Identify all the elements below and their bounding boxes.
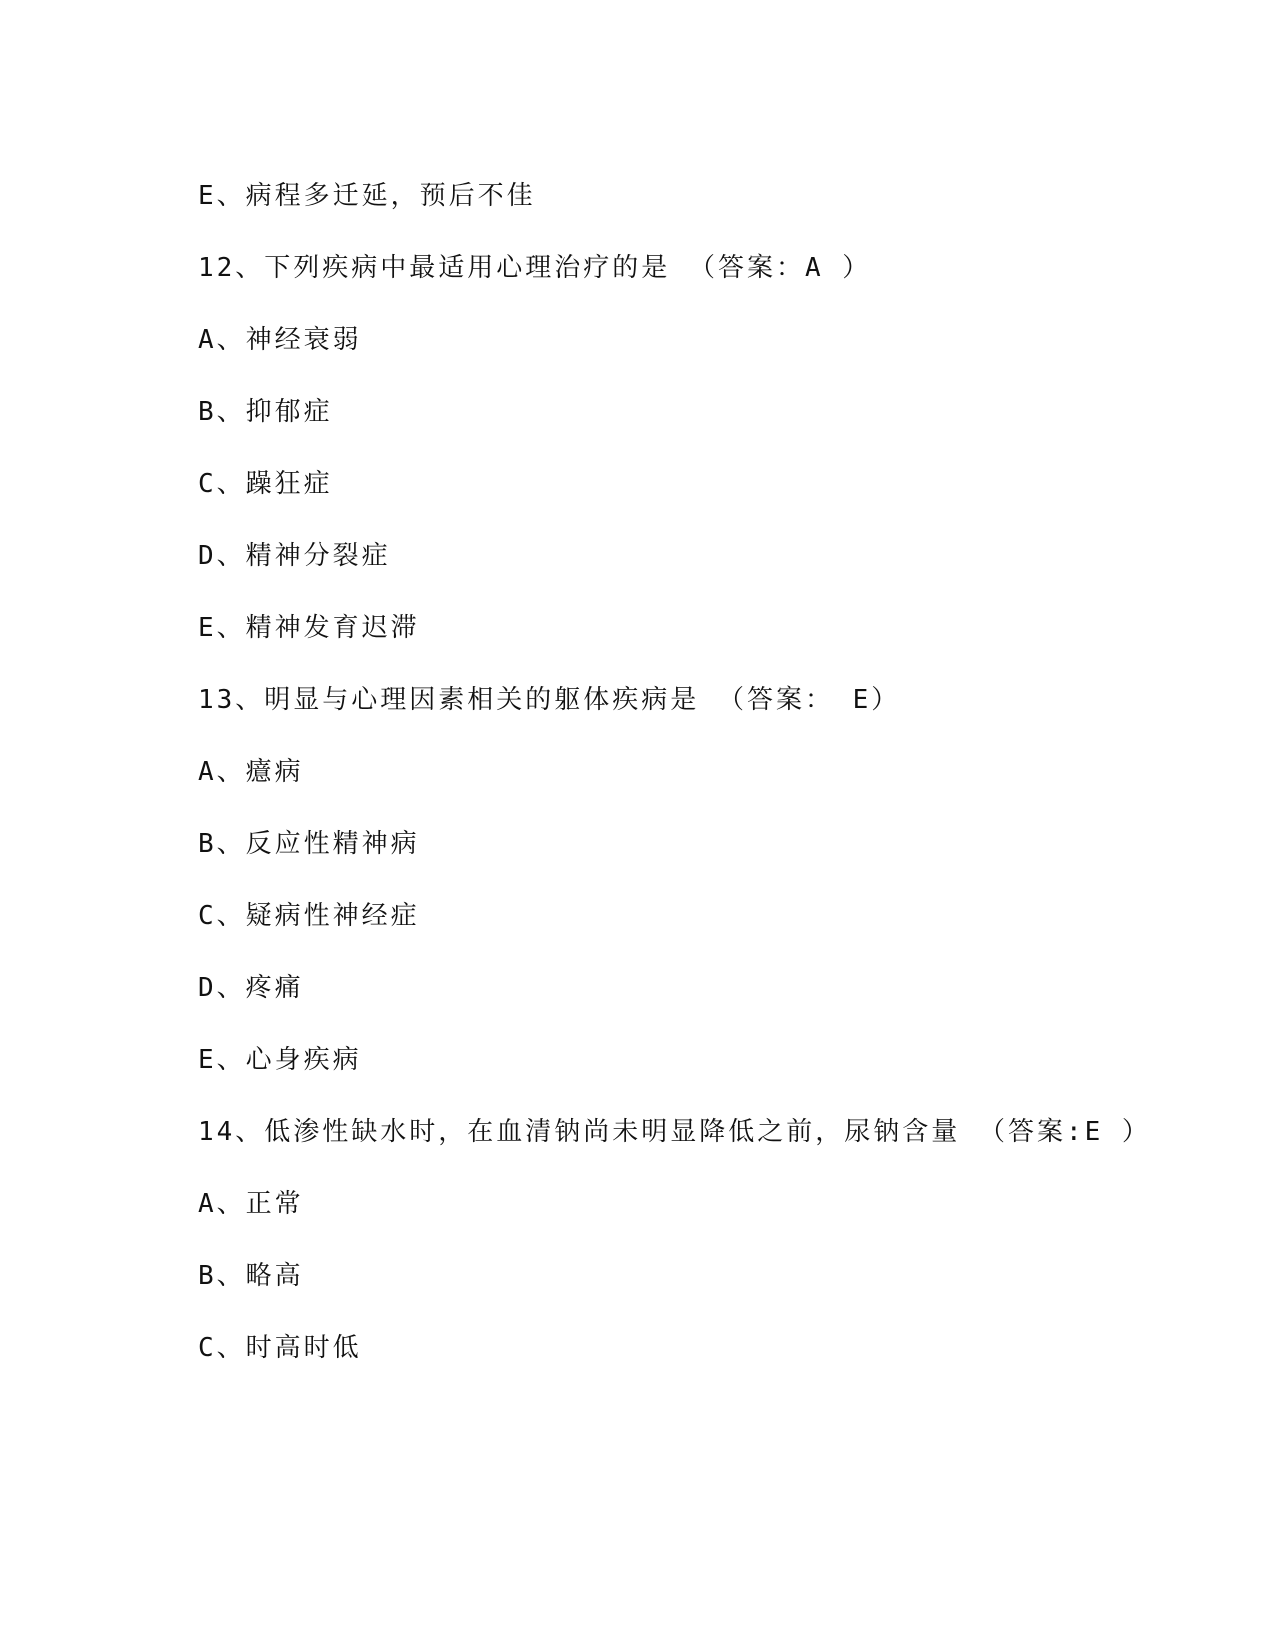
option-a-q12: A、神经衰弱 <box>198 325 362 355</box>
question-12: 12、下列疾病中最适用心理治疗的是 （答案：A ） <box>198 253 872 283</box>
option-c-q13: C、疑病性神经症 <box>198 901 420 931</box>
option-c-q12: C、躁狂症 <box>198 469 333 499</box>
option-d-q13: D、疼痛 <box>198 973 304 1003</box>
option-a-q14: A、正常 <box>198 1189 304 1219</box>
option-e-q13: E、心身疾病 <box>198 1045 362 1075</box>
question-14: 14、低渗性缺水时，在血清钠尚未明显降低之前，尿钠含量 （答案:E ） <box>198 1117 1151 1147</box>
option-e-q12: E、精神发育迟滞 <box>198 613 420 643</box>
option-a-q13: A、癔病 <box>198 757 304 787</box>
option-b-q12: B、抑郁症 <box>198 397 333 427</box>
option-e-q11: E、病程多迁延，预后不佳 <box>198 181 536 211</box>
option-b-q13: B、反应性精神病 <box>198 829 420 859</box>
question-13: 13、明显与心理因素相关的躯体疾病是 （答案： E） <box>198 685 901 715</box>
option-d-q12: D、精神分裂症 <box>198 541 391 571</box>
option-c-q14: C、时高时低 <box>198 1333 362 1363</box>
option-b-q14: B、略高 <box>198 1261 304 1291</box>
